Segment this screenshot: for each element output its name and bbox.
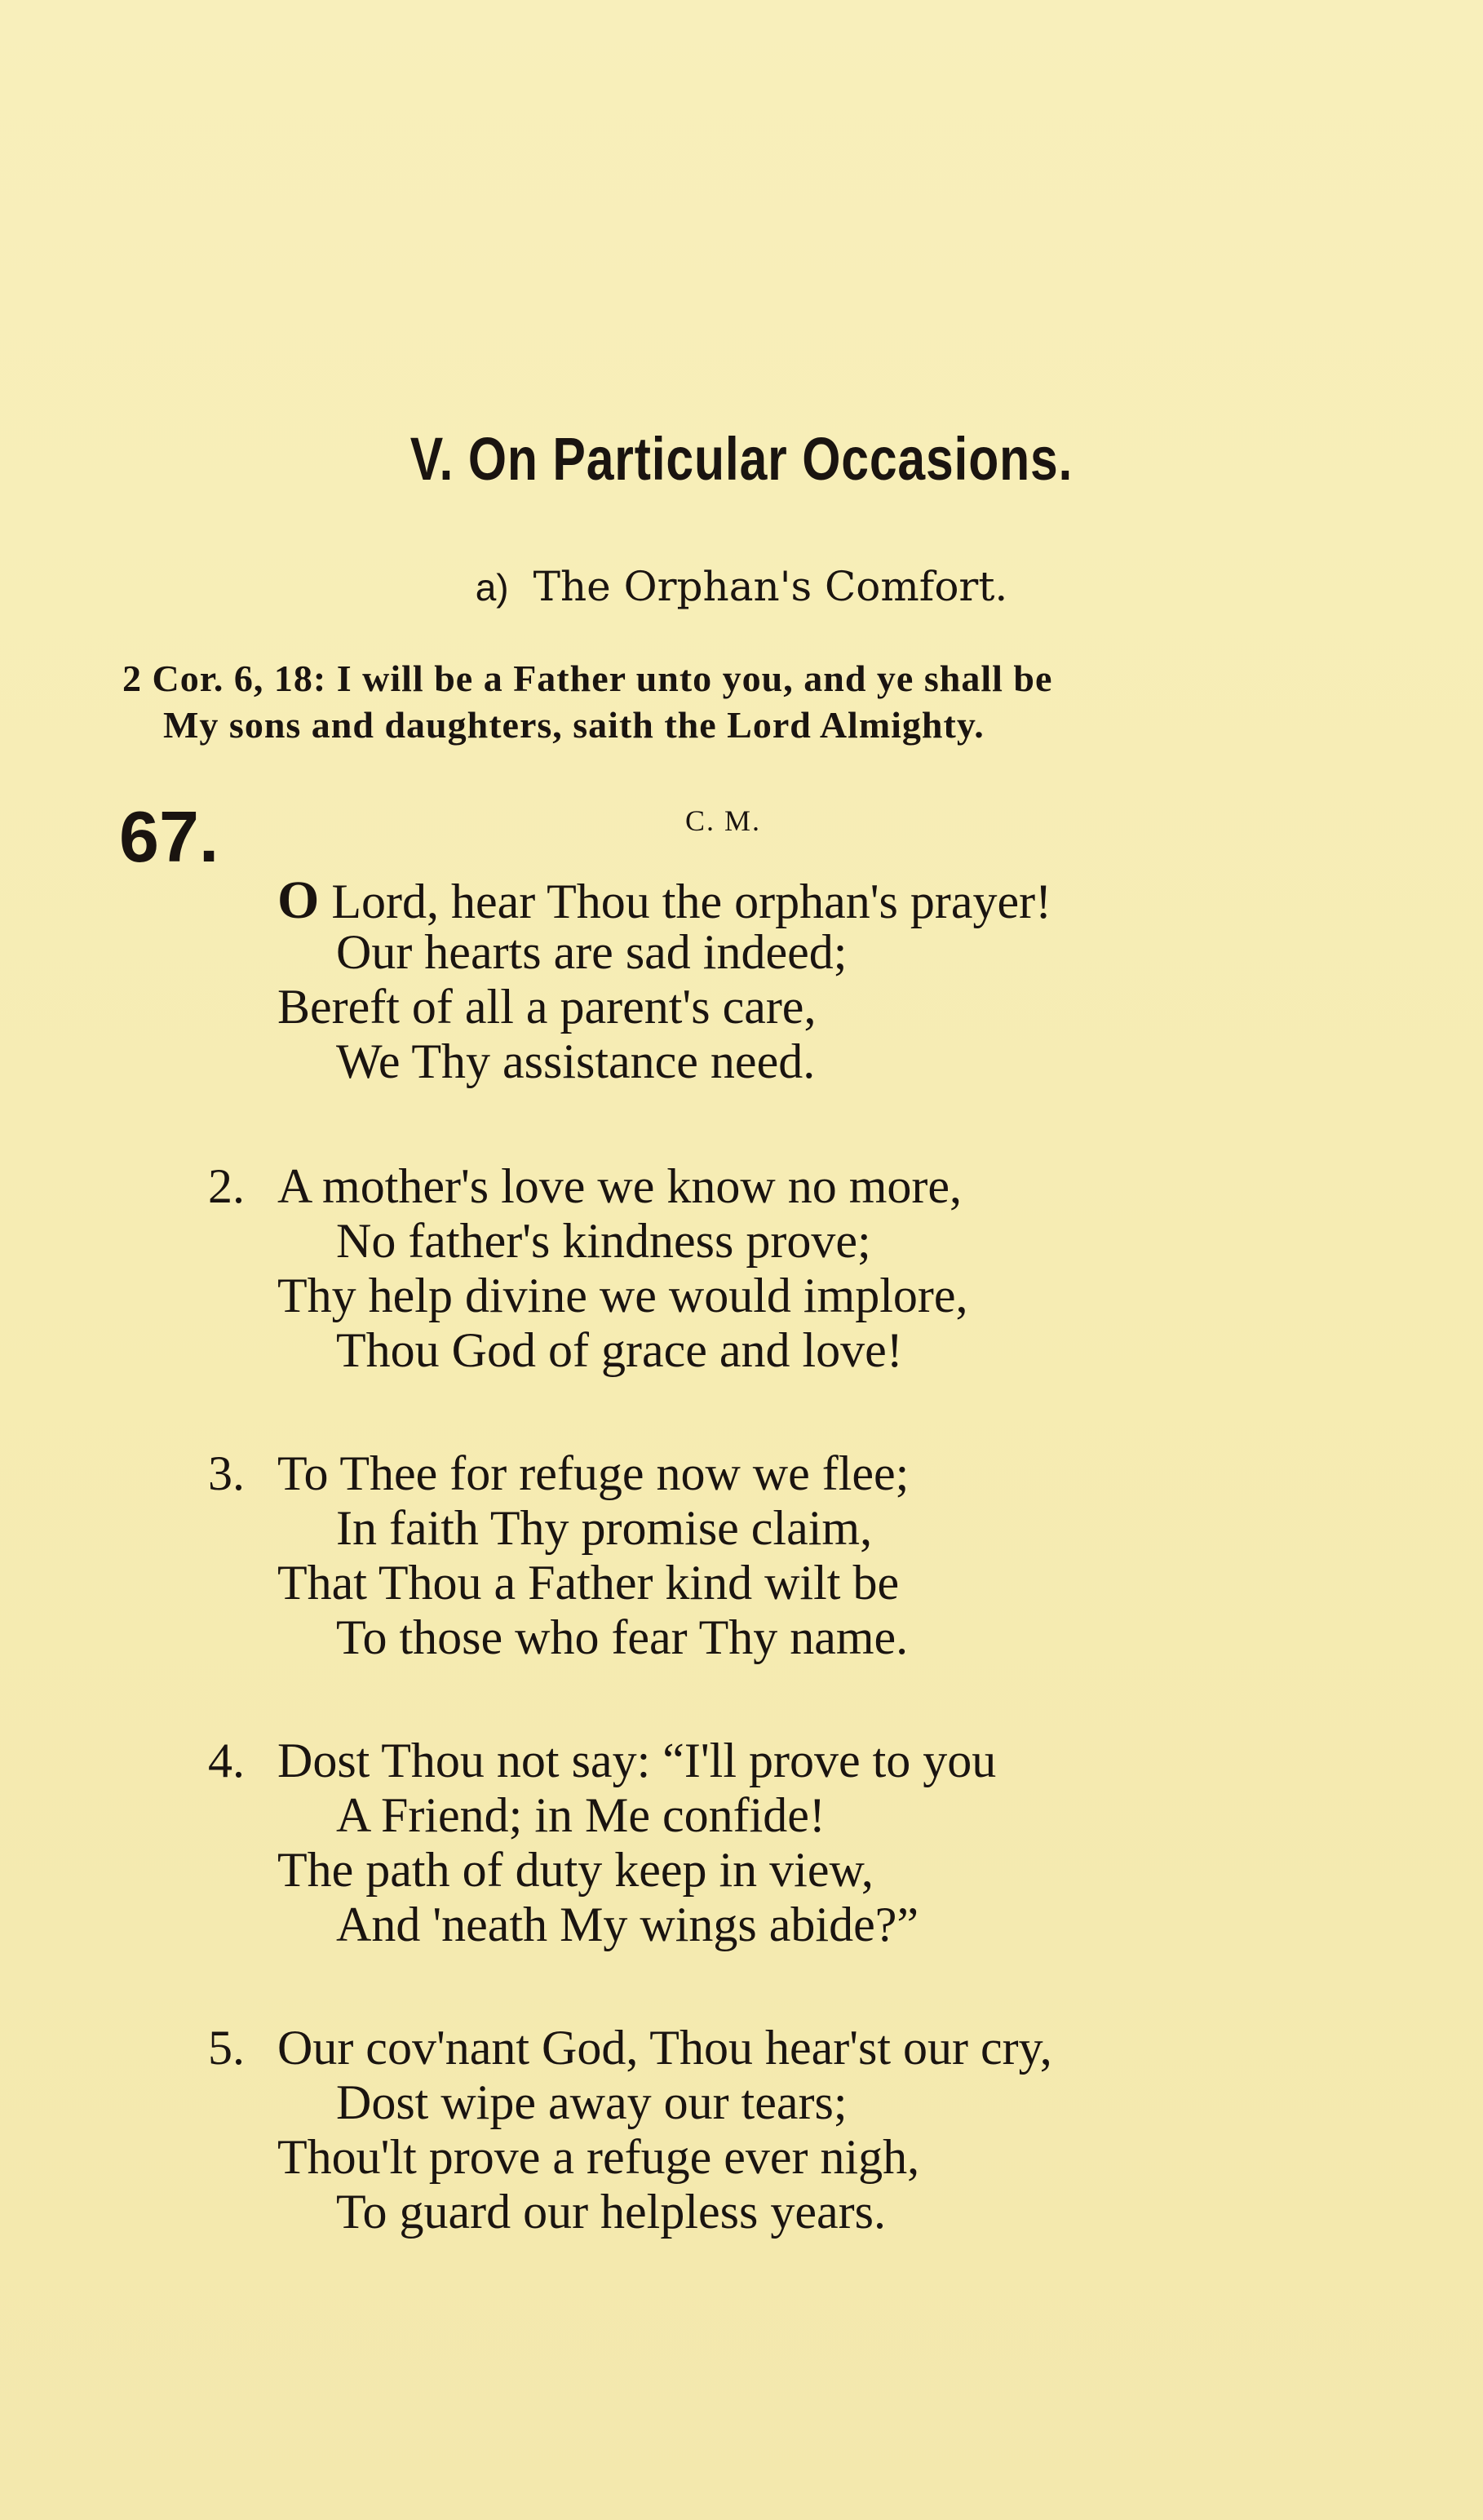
verse-1-line-1 — [277, 870, 1051, 932]
scripture-line-1: 2 Cor. 6, 18: I will be a Father unto you, and ye shall be — [122, 658, 1053, 699]
verse-4-line-2: A Friend; in Me confide! — [336, 1788, 826, 1842]
verse-3-number: 3. — [208, 1446, 245, 1500]
scripture-line-2: My sons and daughters, saith the Lord Almighty. — [163, 704, 985, 746]
hymn-meter: C. M. — [685, 804, 762, 837]
verse-3-line-4: To those who fear Thy name. — [336, 1610, 909, 1664]
verse-5-line-4: To guard our helpless years. — [336, 2185, 886, 2239]
verse-1-line-1-text: Lord, hear Thou the orphan's prayer! — [319, 875, 1052, 928]
verse-5-line-1: Our cov'nant God, Thou hear'st our cry, — [277, 2021, 1052, 2075]
verse-2-line-4: Thou God of grace and love! — [336, 1323, 903, 1377]
verse-5-number: 5. — [208, 2021, 245, 2075]
verse-2-line-1: A mother's love we know no more, — [277, 1159, 963, 1213]
verse-1-line-2: Our hearts are sad indeed; — [336, 925, 848, 979]
subsection-title: The Orphan's Comfort. — [533, 563, 1008, 610]
verse-4-line-3: The path of duty keep in view, — [277, 1843, 874, 1897]
subsection-letter: a) — [475, 566, 509, 609]
verse-3-line-1: To Thee for refuge now we flee; — [277, 1446, 910, 1500]
verse-5-line-3: Thou'lt prove a refuge ever nigh, — [277, 2130, 920, 2184]
verse-2-line-3: Thy help divine we would implore, — [277, 1269, 968, 1322]
verse-3-line-2: In faith Thy promise claim, — [336, 1501, 873, 1555]
verse-1-line-3: Bereft of all a parent's care, — [277, 980, 817, 1034]
verse-2-number: 2. — [208, 1159, 245, 1213]
verse-5-line-2: Dost wipe away our tears; — [336, 2075, 848, 2129]
verse-4-line-1: Dost Thou not say: “I'll prove to you — [277, 1734, 997, 1787]
verse-4-line-4: And 'neath My wings abide?” — [336, 1898, 919, 1951]
verse-1-line-4: We Thy assistance need. — [336, 1034, 816, 1088]
hymn-number: 67. — [119, 796, 219, 877]
verse-2-line-2: No father's kindness prove; — [336, 1214, 871, 1268]
verse-3-line-3: That Thou a Father kind wilt be — [277, 1556, 900, 1610]
section-title: V. On Particular Occasions. — [409, 425, 1074, 493]
verse-1-dropcap: O — [277, 870, 320, 930]
subsection-heading — [0, 563, 1483, 610]
verse-4-number: 4. — [208, 1734, 245, 1787]
